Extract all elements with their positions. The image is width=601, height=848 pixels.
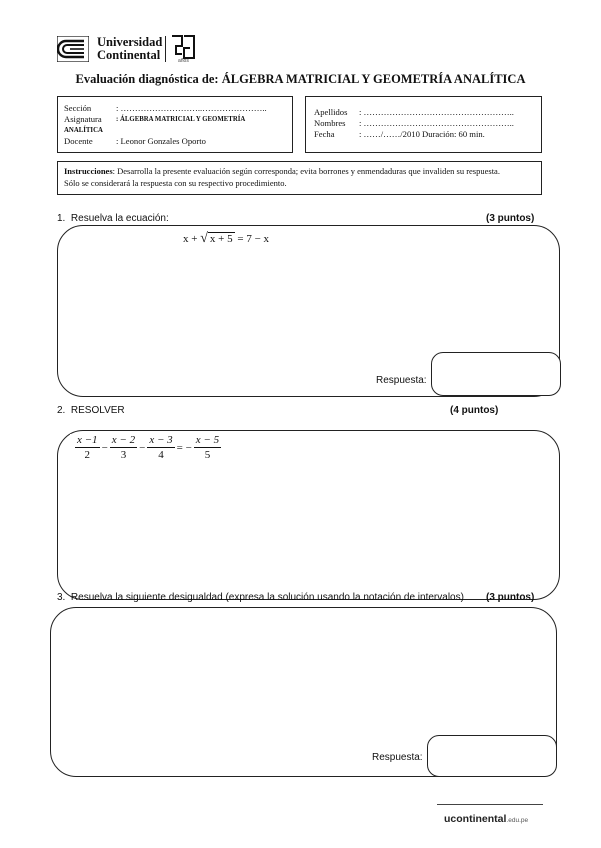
footer-brand-name: ucontinental <box>444 813 507 825</box>
fraction-2 <box>110 434 137 462</box>
question-1-text: Resuelva la ecuación: <box>70 213 169 224</box>
university-name <box>97 36 162 62</box>
logo-divider <box>165 36 166 62</box>
question-2-equation <box>70 434 226 462</box>
equation-left: x + <box>183 233 198 245</box>
instructions-text: : Desarrolla la presente evaluación según corresponda; evita borrones y enmendaduras que invaliden su respuesta. <box>112 166 500 176</box>
question-3-number: 3. <box>57 592 66 603</box>
fraction-3-numerator: x − 3 <box>149 434 173 446</box>
question-2-points: (4 puntos) <box>450 405 499 416</box>
instructions-text-2: Sólo se considerará la respuesta con su respectivo procedimiento. <box>64 178 287 188</box>
question-2-text: RESOLVER <box>70 405 125 416</box>
section-label: Sección <box>64 103 92 113</box>
operator-1: − <box>101 442 108 454</box>
student-info-box <box>305 96 542 153</box>
course-info-box <box>57 96 293 153</box>
sqrt-icon: √ <box>200 231 208 246</box>
fraction-1-numerator: x −1 <box>77 434 98 446</box>
university-line-1: Universidad <box>97 35 163 49</box>
operator-3: = − <box>176 442 192 454</box>
footer-brand <box>444 813 528 825</box>
section-value[interactable]: : ………………………..………………….. <box>116 103 267 113</box>
fraction-2-denominator: 3 <box>120 449 127 461</box>
names-field[interactable]: : …………………………………………….. <box>359 118 514 128</box>
operator-2: − <box>139 442 146 454</box>
fraction-1-denominator: 2 <box>84 449 91 461</box>
equation-right: = 7 − x <box>237 233 270 245</box>
page-title: Evaluación diagnóstica de: ÁLGEBRA MATRICIAL Y GEOMETRÍA ANALÍTICA <box>75 72 526 86</box>
seal-caption: años <box>178 58 189 64</box>
names-label: Nombres <box>314 118 346 128</box>
teacher-value: : Leonor Gonzales Oporto <box>116 136 206 146</box>
fraction-4 <box>194 434 221 462</box>
subject-value: : ÁLGEBRA MATRICIAL Y GEOMETRÍA <box>116 116 246 123</box>
date-field[interactable]: : ……/……/2010 Duración: 60 min. <box>359 129 485 139</box>
question-1-label <box>57 213 169 224</box>
question-3-points: (3 puntos) <box>486 592 535 603</box>
footer-brand-suffix: .edu.pe <box>506 817 529 824</box>
equation-radicand: x + 5 <box>209 233 233 245</box>
date-label: Fecha <box>314 129 335 139</box>
question-1-points: (3 puntos) <box>486 213 535 224</box>
question-2-number: 2. <box>57 405 66 416</box>
fraction-2-numerator: x − 2 <box>111 434 136 446</box>
university-line-2: Continental <box>97 48 161 62</box>
question-1-number: 1. <box>57 213 66 224</box>
subject-value-cont: ANALÍTICA <box>64 127 103 134</box>
footer-divider <box>437 804 543 805</box>
subject-label: Asignatura <box>64 114 102 124</box>
question-3-label <box>57 592 464 603</box>
teacher-label: Docente <box>64 136 93 146</box>
question-1-answer-box[interactable] <box>431 352 561 396</box>
instructions-label: Instrucciones <box>64 166 113 176</box>
question-3-answer-label: Respuesta: <box>372 752 423 763</box>
university-logo-icon <box>57 36 89 62</box>
question-1-answer-label: Respuesta: <box>376 375 427 386</box>
surname-field[interactable]: : …………………………………………….. <box>359 107 514 117</box>
question-1-equation <box>183 231 269 247</box>
fraction-3-denominator: 4 <box>158 449 164 461</box>
question-3-text: Resuelva la siguiente desigualdad (expresa la solución usando la notación de intervalos) <box>70 592 464 603</box>
fraction-1 <box>75 434 100 462</box>
question-3-answer-box[interactable] <box>427 735 557 777</box>
instructions-box <box>57 161 542 195</box>
question-2-label <box>57 405 125 416</box>
fraction-4-denominator: 5 <box>204 449 211 461</box>
fraction-4-numerator: x − 5 <box>195 434 220 446</box>
fraction-3 <box>147 434 174 462</box>
surname-label: Apellidos <box>314 107 348 117</box>
